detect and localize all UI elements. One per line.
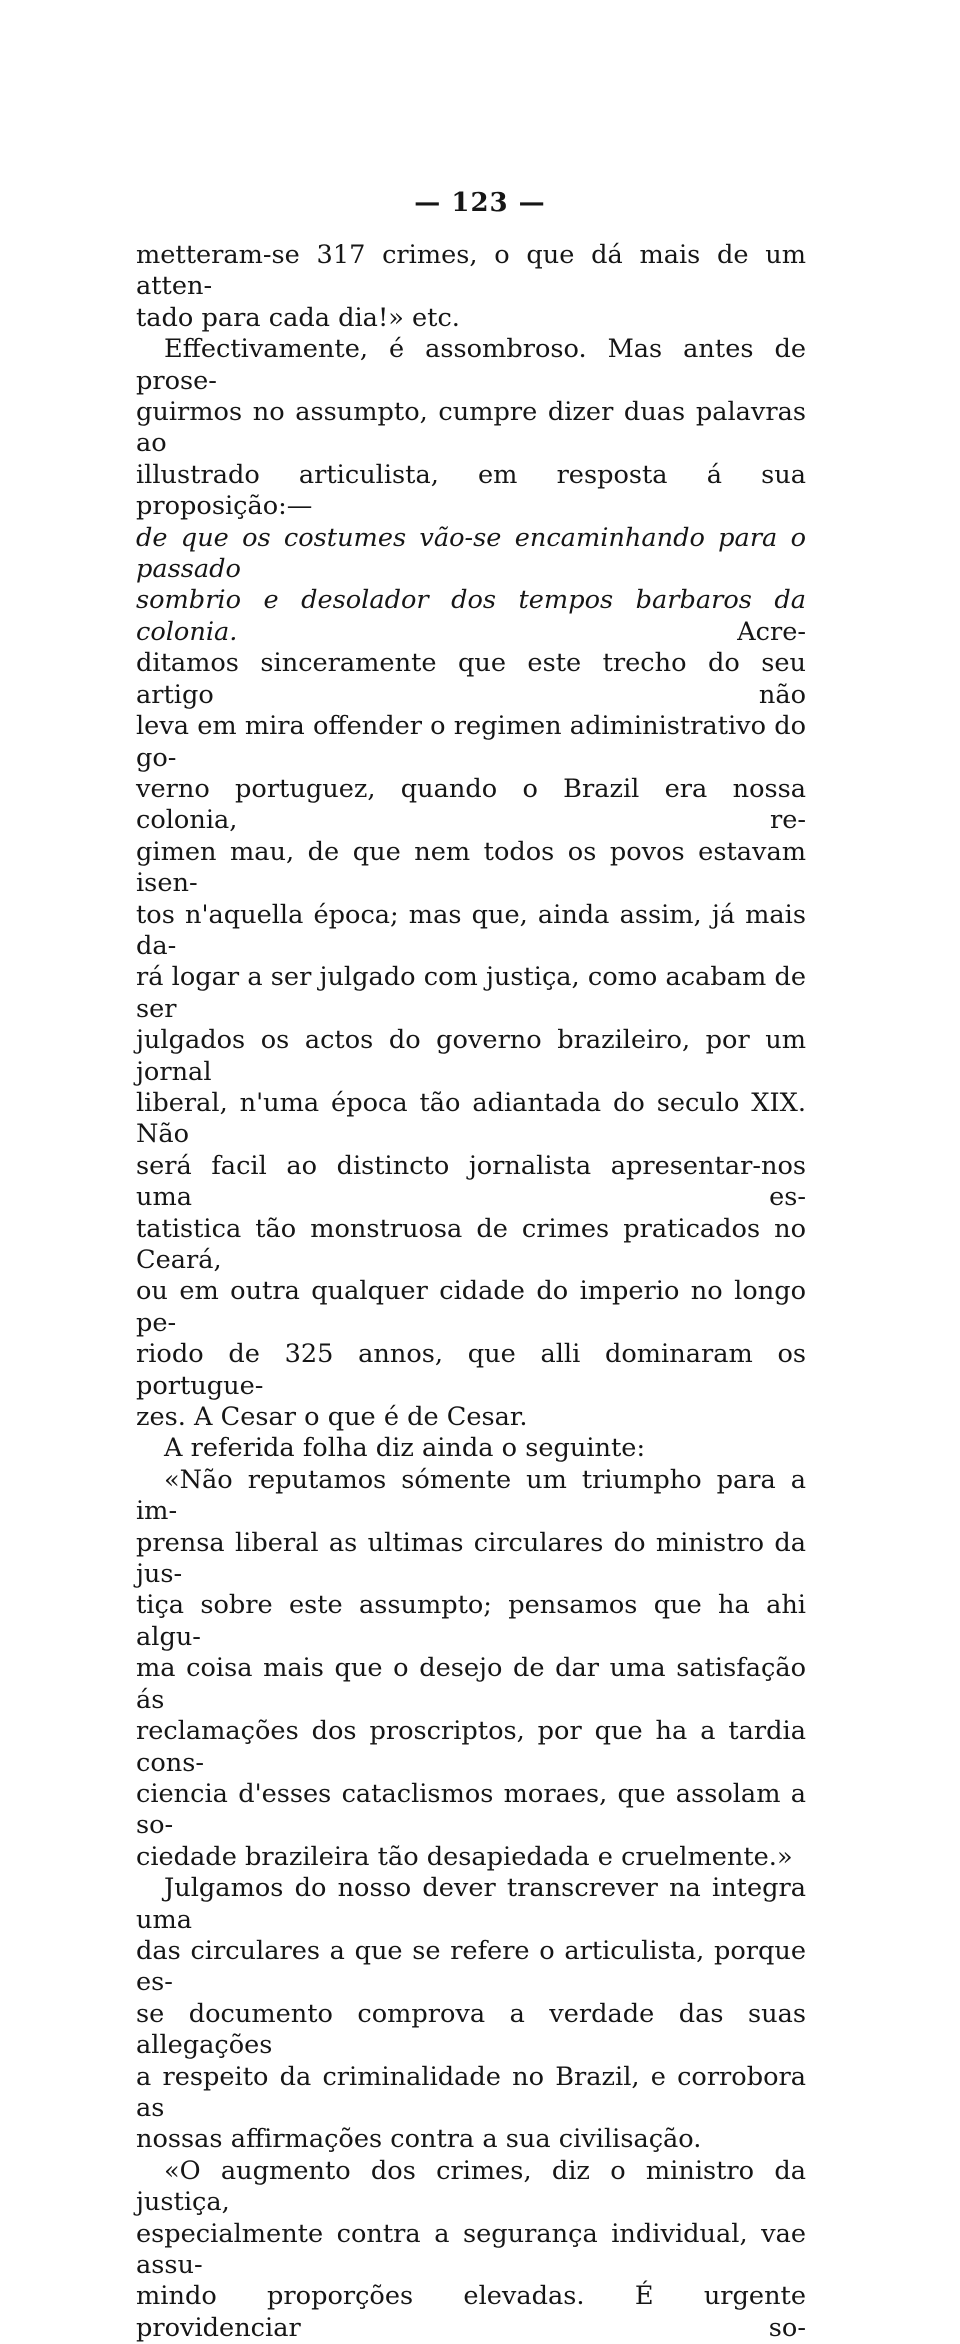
text-line-content: verno portuguez, quando o Brazil era nossa colonia, re- <box>136 773 806 836</box>
text-line-content: liberal, n'uma época tão adiantada do seculo XIX. Não <box>136 1087 806 1150</box>
text-line <box>136 2281 806 2344</box>
text-line-content: a respeito da criminalidade no Brazil, e corrobora as <box>136 2061 806 2123</box>
text-line-content: Julgamos do nosso dever transcrever na integra uma <box>136 1873 806 1935</box>
text-line <box>136 900 806 963</box>
text-line <box>136 1779 806 1842</box>
text-line-content: riodo de 325 annos, que alli dominaram os portugue- <box>136 1339 806 1401</box>
text-line <box>136 240 806 303</box>
text-line <box>136 962 806 1025</box>
text-line-content: ciencia d'esses cataclismos moraes, que assolam a so- <box>136 1778 806 1841</box>
text-line <box>136 1465 806 1528</box>
text-line <box>136 1590 806 1653</box>
text-line-content: nossas affirmações contra a sua civilisação. <box>136 2124 702 2155</box>
text-line-content: ditamos sinceramente que este trecho do seu artigo não <box>136 648 806 710</box>
text-line-content: será facil ao distincto jornalista apresentar-nos uma es- <box>136 1150 806 1213</box>
text-line <box>136 1873 806 1936</box>
text-line <box>136 774 806 837</box>
text-line-content: gimen mau, de que nem todos os povos estavam isen- <box>136 836 806 899</box>
text-line <box>136 1151 806 1214</box>
text-line-content: tado para cada dia!» etc. <box>136 302 460 333</box>
text-line <box>136 1214 806 1277</box>
text-line <box>136 837 806 900</box>
text-line-content: das circulares a que se refere o articulista, porque es- <box>136 1935 806 1998</box>
text-line <box>136 397 806 460</box>
text-line-content: ou em outra qualquer cidade do imperio no longo pe- <box>136 1276 806 1338</box>
text-line-tail: Acre- <box>237 616 806 647</box>
text-line <box>136 334 806 397</box>
text-line <box>136 1402 806 1433</box>
text-line-content: tiça sobre este assumpto; pensamos que ha ahi algu- <box>136 1590 806 1652</box>
text-line-content: tos n'aquella época; mas que, ainda assim, já mais da- <box>136 899 806 961</box>
text-line <box>136 1842 806 1873</box>
text-line <box>136 1999 806 2062</box>
text-line-content: especialmente contra a segurança individual, vae assu- <box>136 2218 806 2280</box>
text-line-content: «O augmento dos crimes, diz o ministro da justiça, <box>136 2155 806 2218</box>
text-line-content: reclamações dos proscriptos, por que ha a tardia cons- <box>136 1716 806 1778</box>
text-line <box>136 2062 806 2125</box>
text-line <box>136 711 806 774</box>
text-line <box>136 523 806 586</box>
text-line <box>136 2124 806 2155</box>
text-line <box>136 585 806 648</box>
text-line-content: A referida folha diz ainda o seguinte: <box>164 1433 646 1464</box>
page-number: — 123 — <box>414 188 546 218</box>
text-line-content: ciedade brazileira tão desapiedada e cruelmente.» <box>136 1841 793 1872</box>
text-line <box>136 1528 806 1591</box>
text-line-content: zes. A Cesar o que é de Cesar. <box>136 1402 528 1433</box>
text-line <box>136 2156 806 2219</box>
text-line <box>136 1025 806 1088</box>
text-line-content: sombrio e desolador dos tempos barbaros da colonia. <box>136 585 806 647</box>
text-line-content: mindo proporções elevadas. É urgente providenciar so- <box>136 2281 806 2343</box>
text-line <box>136 1653 806 1716</box>
text-line-content: metteram-se 317 crimes, o que dá mais de um atten- <box>136 240 806 302</box>
text-line <box>136 2219 806 2282</box>
text-line <box>136 1339 806 1402</box>
text-line <box>136 1276 806 1339</box>
text-line-content: ma coisa mais que o desejo de dar uma satisfação ás <box>136 1653 806 1715</box>
text-line-content: julgados os actos do governo brazileiro, por um jornal <box>136 1025 806 1087</box>
text-line-content: «Não reputamos sómente um triumpho para a im- <box>136 1464 806 1527</box>
text-line-content: guirmos no assumpto, cumpre dizer duas palavras ao <box>136 397 806 459</box>
text-line <box>136 1716 806 1779</box>
text-line <box>136 460 806 523</box>
text-line-content: de que os costumes vão-se encaminhando para o passado <box>136 522 806 585</box>
text-line <box>136 648 806 711</box>
text-line <box>136 1088 806 1151</box>
text-line-content: rá logar a ser julgado com justiça, como acabam de ser <box>136 962 806 1024</box>
text-line-content: tatistica tão monstruosa de crimes praticados no Ceará, <box>136 1213 806 1275</box>
text-line <box>136 303 806 334</box>
text-line-content: illustrado articulista, em resposta á sua proposição:— <box>136 459 806 522</box>
text-line <box>136 1433 806 1464</box>
text-line-content: prensa liberal as ultimas circulares do ministro da jus- <box>136 1527 806 1590</box>
text-line-content: Effectivamente, é assombroso. Mas antes de prose- <box>136 334 806 396</box>
text-line-content: leva em mira offender o regimen adiministrativo do go- <box>136 711 806 773</box>
text-line-content: se documento comprova a verdade das suas allegações <box>136 1998 806 2061</box>
body-text <box>136 240 806 2344</box>
text-line <box>136 1936 806 1999</box>
